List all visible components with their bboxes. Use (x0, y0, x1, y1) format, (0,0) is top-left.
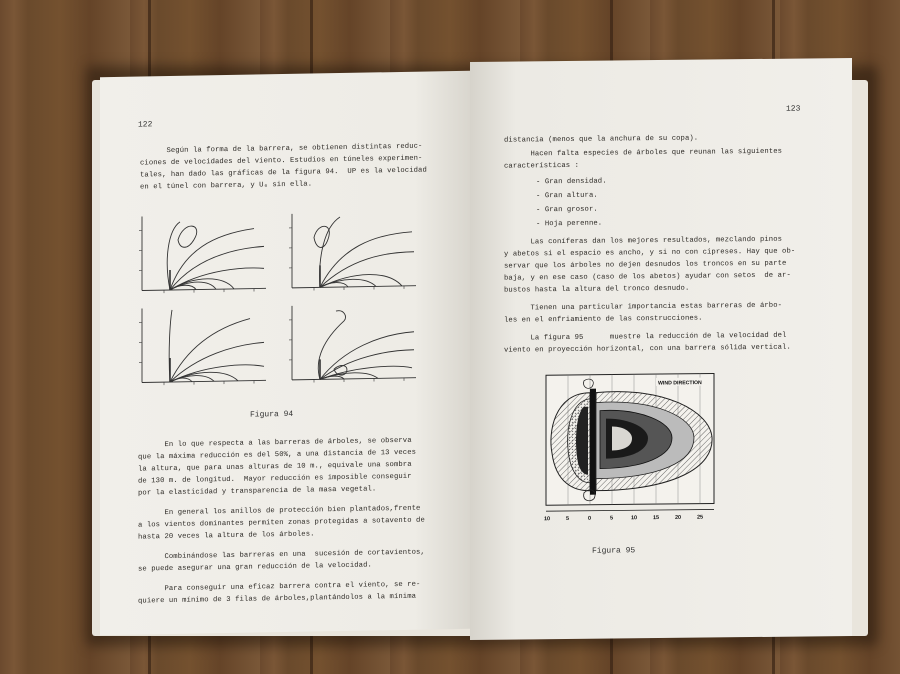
x-tick-label: 10 (544, 516, 551, 523)
page-number: 123 (786, 104, 801, 114)
text-line: quiere un mínimo de 3 filas de árboles,plantándolos a la mínima (138, 592, 417, 606)
x-tick-label: 25 (697, 514, 704, 521)
x-tick-label: 5 (566, 515, 570, 522)
text-line: en el túnel con barrera, y U₀ sin ella. (140, 180, 313, 192)
text-line: de 130 m. de longitud. Mayor reducción es imposible conseguir (138, 472, 412, 486)
wind-direction-label: WIND DIRECTION (658, 380, 702, 387)
text-line: Para conseguir una eficaz barrera contra el viento, se re- (138, 580, 421, 594)
text-line: tales, han dado las gráficas de la figura 94. UP es la velocidad (140, 166, 427, 180)
text-line: En general los anillos de protección bien plantados,frente (138, 504, 421, 518)
x-tick-label: 10 (631, 515, 638, 522)
text-line: viento en proyección horizontal, con una barrera sólida vertical. (504, 343, 791, 355)
text-line: ciones de velocidades del viento. Estudios en túneles experimen- (140, 154, 423, 168)
figure-94-graphs (134, 205, 434, 390)
text-line: se puede asegurar una gran reducción de la velocidad. (138, 561, 372, 574)
list-item: - Gran grosor. (536, 205, 598, 215)
text-line: Las coníferas dan los mejores resultados, mezclando pinos (504, 235, 783, 247)
text-line: bustos hasta la altura del tronco desnudo. (504, 284, 690, 295)
text-line: y abetos si el espacio es ancho, y si no con cipreses. Hay que ob- (504, 247, 796, 259)
x-tick-label: 15 (653, 515, 660, 522)
text-line: Hacen falta especies de árboles que reunan las siguientes (504, 147, 783, 159)
right-page (470, 58, 852, 640)
text-line: a los vientos dominantes permiten zonas protegidas a sotavento de (138, 516, 425, 530)
text-line: hasta 20 veces la altura de los árboles. (138, 530, 315, 542)
text-line: por la elasticidad y transparencia de la masa vegetal. (138, 485, 377, 498)
x-tick-label: 20 (675, 514, 682, 521)
figure-94-caption: Figura 94 (250, 409, 294, 420)
list-item: - Hoja perenne. (536, 219, 603, 229)
page-number: 122 (138, 120, 153, 130)
x-tick-label: 5 (610, 515, 614, 522)
left-page (100, 71, 470, 635)
text-line: Combinándose las barreras en una sucesión de cortavientos, (138, 548, 425, 562)
text-line: que la máxima reducción es del 50%, a una distancia de 13 veces (138, 448, 417, 462)
figure-95-diagram (544, 371, 726, 523)
text-line: Tienen una particular importancia estas barreras de árbo- (504, 301, 783, 313)
text-line: baja, y en ese caso (caso de los abetos) ayudar con setos de ar- (504, 271, 791, 283)
text-line: distancia (menos que la anchura de su copa). (504, 134, 699, 145)
text-line: características : (504, 161, 580, 171)
x-tick-label: 0 (588, 515, 592, 522)
text-line: les en el enfriamiento de las construcciones. (504, 314, 703, 325)
text-line: servar que los árboles no dejen desnudos los troncos en su parte (504, 259, 787, 271)
list-item: - Gran densidad. (536, 177, 607, 187)
text-line: la altura, que para unas alturas de 10 m., equivale una sombra (138, 460, 412, 474)
list-item: - Gran altura. (536, 191, 598, 201)
figure-95-caption: Figura 95 (592, 546, 636, 556)
text-line: La figura 95 muestre la reducción de la velocidad del (504, 331, 787, 343)
text-line: En lo que respecta a las barreras de árboles, se observa (138, 436, 412, 450)
text-line: Según la forma de la barrera, se obtienen distintas reduc- (140, 142, 423, 156)
